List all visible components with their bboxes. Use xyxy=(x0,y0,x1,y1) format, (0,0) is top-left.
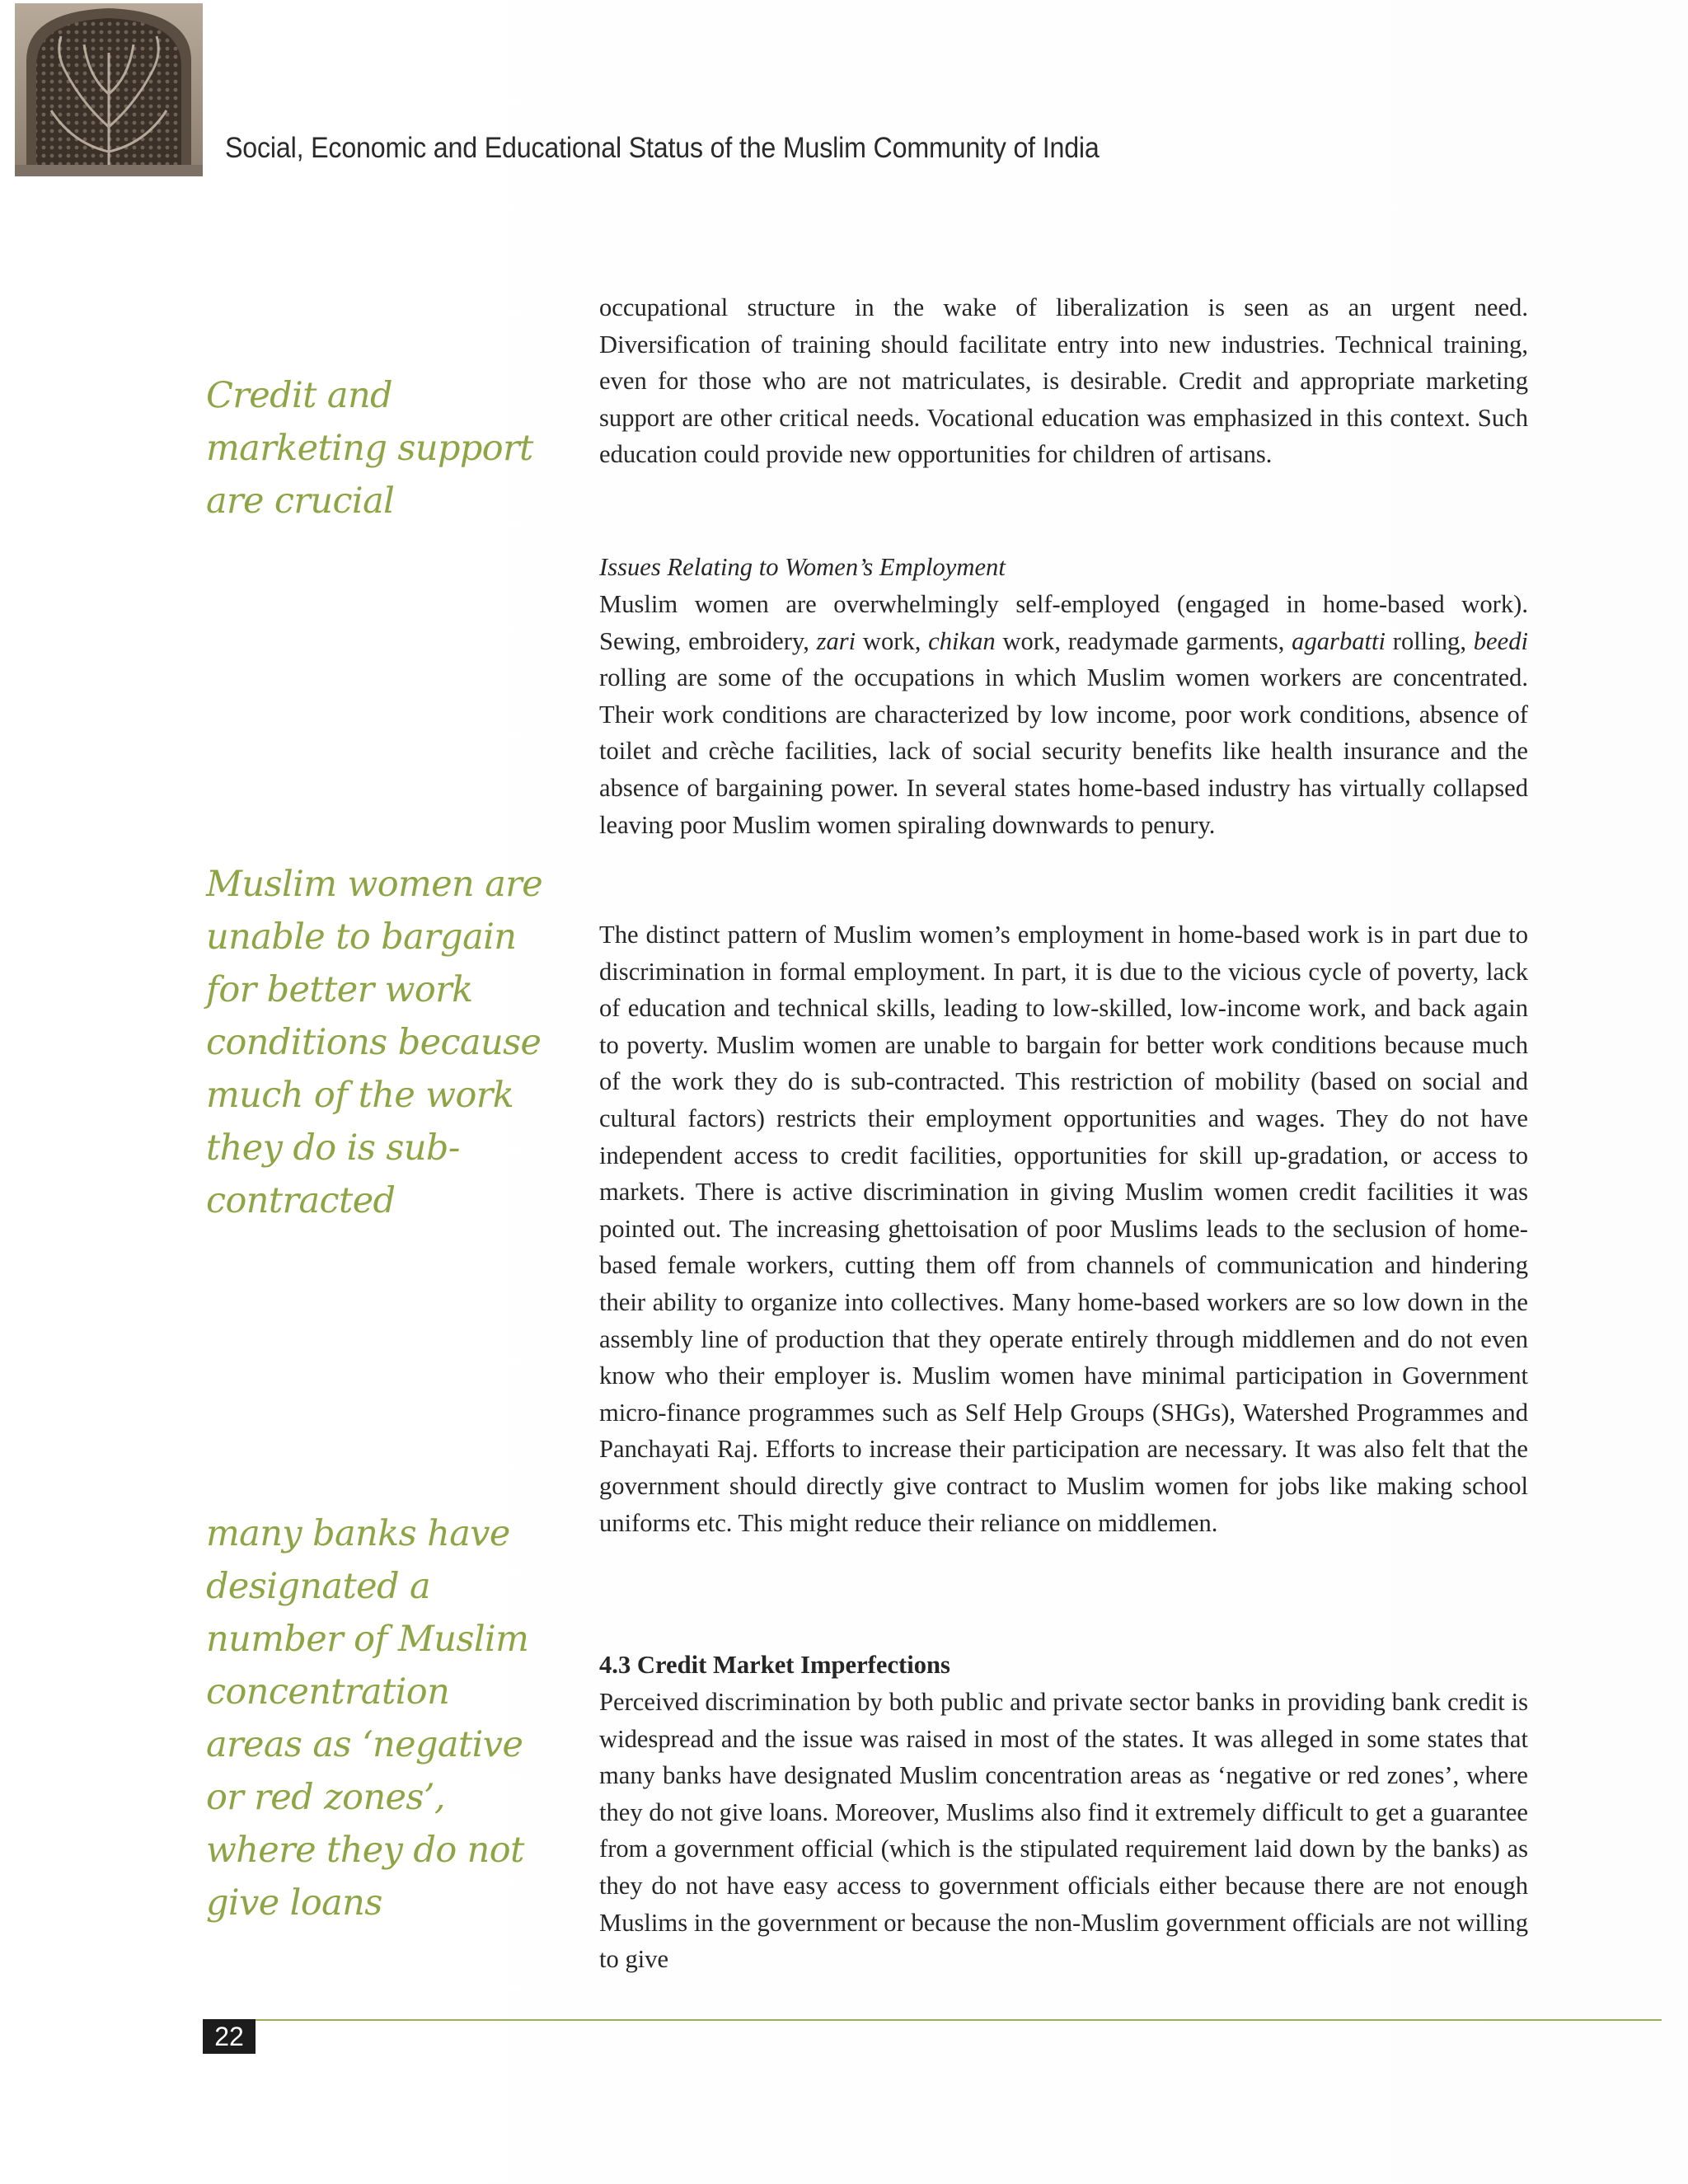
italic-term: agarbatti xyxy=(1292,626,1386,655)
footer-rule xyxy=(203,2019,1662,2021)
text-run: work, readymade garments, xyxy=(995,626,1292,655)
text-run: rolling are some of the occupations in which Muslim women workers are concentrated. Their work conditions are characterized by low income, poor work conditions, absence of toilet and crèche facilities, lack of social security benefits like health insurance and the absence of bargaining power. In several states home-based industry has virtually collapsed leaving poor Muslim women spiraling downwards to penury. xyxy=(599,663,1528,839)
pull-quote-banks-red-zones: many banks have designated a number of Muslim concentration areas as ‘negative or red zones’, where they do not give loans xyxy=(206,1513,529,1924)
text-run: work, xyxy=(856,626,929,655)
italic-term: zari xyxy=(816,626,856,655)
italic-term: chikan xyxy=(928,626,996,655)
page-number: 22 xyxy=(203,2019,256,2054)
paragraph-text: The distinct pattern of Muslim women’s employment in home-based work is in part due to discrimination in formal employment. In part, it is due to the vicious cycle of poverty, lack of education and technical skills, leading to low-skilled, low-income work, and back again to poverty. Muslim women are unable to bargain for better work conditions because much of the work they do is sub-contracted. This restriction of mobility (based on social and cultural factors) restricts their employment opportunities and wages. They do not have independent access to credit facilities, opportunities for skill up-gradation, or access to markets. There is active discrimination in giving Muslim women credit facilities it was pointed out. The increasing ghettoisation of poor Muslims leads to the seclusion of home-based female workers, cutting them off from channels of communication and hindering their ability to organize into collectives. Many home-based workers are so low down in the assembly line of production that they operate entirely through middlemen and do not even know who their employer is. Muslim women have minimal participation in Government micro-finance programmes such as Self Help Groups (SHGs), Watershed Programmes and Panchayati Raj. Efforts to increase their participation are necessary. It was also felt that the government should directly give contract to Muslim women for jobs like making school uniforms etc. This might reduce their reliance on middlemen. xyxy=(599,921,1528,1537)
pull-quote-credit-support: Credit and marketing support are crucial xyxy=(206,375,533,522)
carved-lattice-window-image xyxy=(15,3,203,176)
body-paragraph-women-1 xyxy=(599,586,1528,843)
section-heading-credit-market: 4.3 Credit Market Imperfections xyxy=(599,1651,950,1679)
section-heading-women-employment: Issues Relating to Women’s Employment xyxy=(599,553,1006,581)
body-paragraph-credit xyxy=(599,1684,1528,1978)
italic-term: beedi xyxy=(1473,626,1528,655)
running-head: Social, Economic and Educational Status of the Muslim Community of India xyxy=(225,132,1100,164)
pull-quote-women-bargain: Muslim women are unable to bargain for better work conditions because much of the work they do is sub-contracted xyxy=(206,864,543,1221)
paragraph-text: occupational structure in the wake of liberalization is seen as an urgent need. Diversification of training should facilitate entry into new industries. Technical training, even for those who are not matriculates, is desirable. Credit and appropriate marketing support are other critical needs. Vocational education was emphasized in this context. Such education could provide new opportunities for children of artisans. xyxy=(599,293,1528,469)
body-paragraph-women-2 xyxy=(599,916,1528,1541)
paragraph-text: Perceived discrimination by both public and private sector banks in providing bank credit is widespread and the issue was raised in most of the states. It was alleged in some states that many banks have designated Muslim concentration areas as ‘negative or red zones’, where they do not give loans. Moreover, Muslims also find it extremely difficult to get a guarantee from a government official (which is the stipulated requirement laid down by the banks) as they do not have easy access to government officials either because there are not enough Muslims in the government or because the non-Muslim government officials are not willing to give xyxy=(599,1688,1528,1974)
text-run: Muslim women are overwhelmingly self-employed (engaged in home-based work). Sewing, embroidery, xyxy=(599,590,1528,655)
text-run: rolling, xyxy=(1386,626,1474,655)
body-paragraph-occupational xyxy=(599,289,1528,473)
paragraph-text xyxy=(599,586,1528,843)
